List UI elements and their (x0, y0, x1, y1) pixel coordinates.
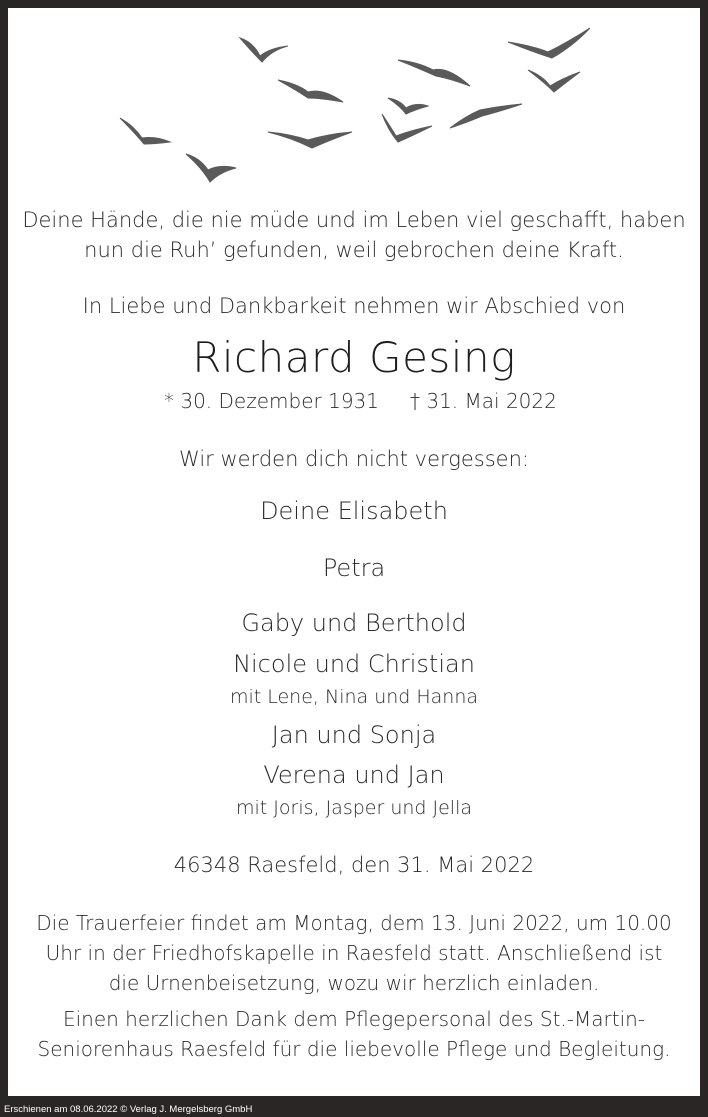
funeral-line-3: die Urnenbeisetzung, wozu wir herzlich einladen. (108, 971, 600, 995)
mourner-couple-2: Nicole und Christian (233, 650, 475, 678)
birth-date: * 30. Dezember 1931 (164, 389, 379, 413)
mourner-couple-1: Gaby und Berthold (241, 609, 467, 637)
remember-line: Wir werden dich nicht vergessen: (179, 447, 529, 471)
mourner-couple-4: Verena und Jan (263, 761, 445, 789)
death-date: † 31. Mai 2022 (410, 389, 557, 413)
verse-line-1: Deine Hände, die nie müde und im Leben viel geschafft, haben (22, 208, 686, 232)
verse-line-2: nun die Ruh’ gefunden, weil gebrochen deine Kraft. (84, 238, 624, 262)
mourner-wife: Deine Elisabeth (260, 497, 448, 525)
funeral-line-1: Die Trauerfeier findet am Montag, dem 13. Juni 2022, um 10.00 (36, 911, 672, 935)
funeral-line-2: Uhr in der Friedhofskapelle in Raesfeld statt. Anschließend ist (45, 941, 663, 965)
mourner-couple-4-children: mit Joris, Jasper und Jella (236, 797, 472, 819)
mourner-child: Petra (322, 554, 386, 582)
obituary-sheet (8, 8, 700, 1096)
thanks-line-2: Seniorenhaus Raesfeld für die liebevolle Pflege und Begleitung. (37, 1037, 671, 1061)
birds-illustration (8, 8, 700, 208)
farewell-intro: In Liebe und Dankbarkeit nehmen wir Abschied von (82, 294, 626, 318)
mourner-couple-2-children: mit Lene, Nina und Hanna (229, 686, 479, 708)
thanks-line-1: Einen herzlichen Dank dem Pflegepersonal des St.-Martin- (62, 1007, 646, 1031)
publication-footer: Erschienen am 08.06.2022 © Verlag J. Mergelsberg GmbH (4, 1104, 253, 1115)
mourner-couple-3: Jan und Sonja (271, 721, 437, 749)
deceased-name: Richard Gesing (192, 333, 516, 382)
place-and-date: 46348 Raesfeld, den 31. Mai 2022 (173, 853, 535, 877)
